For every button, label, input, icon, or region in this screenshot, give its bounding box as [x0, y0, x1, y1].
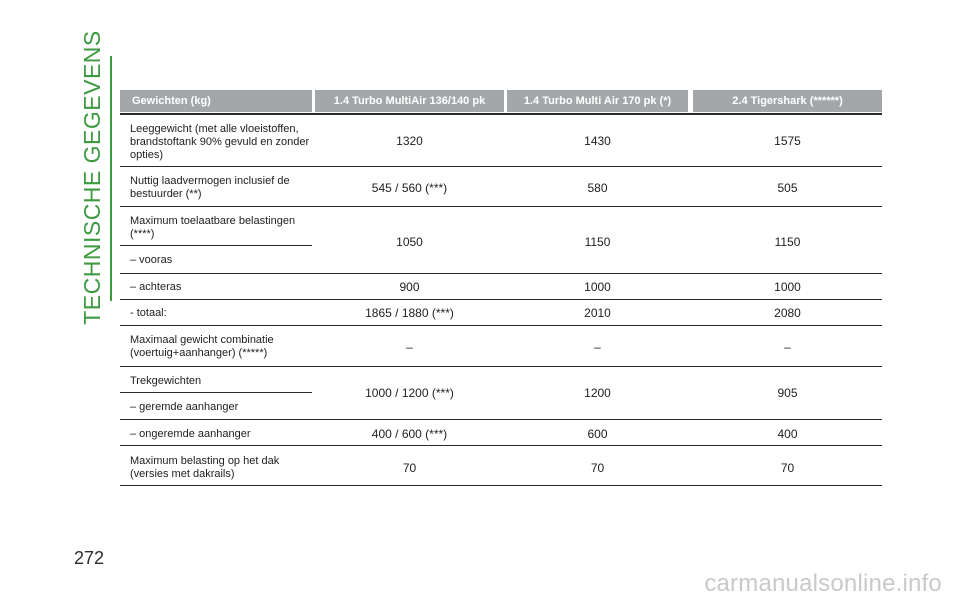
cell-totaal-2: 2010 — [584, 306, 611, 320]
cell-ongeremd-3: 400 — [777, 427, 798, 441]
header-rule — [120, 113, 882, 115]
row-divider — [120, 325, 882, 326]
row-divider — [120, 299, 882, 300]
cell-vooras-3: 1150 — [774, 235, 801, 249]
section-divider — [110, 56, 112, 301]
row-divider — [120, 366, 882, 367]
table-bottom-rule — [120, 485, 882, 486]
cell-vooras-1: 1050 — [396, 235, 423, 249]
row-divider — [120, 206, 882, 207]
cell-nuttig-3: 505 — [777, 181, 798, 195]
row-divider — [120, 166, 882, 167]
cell-totaal-3: 2080 — [774, 306, 801, 320]
cell-combinatie-3: – — [784, 340, 791, 354]
cell-geremd-3: 905 — [777, 386, 798, 400]
header-weights: Gewichten (kg) — [120, 90, 312, 112]
row-label-achteras: – achteras — [130, 281, 182, 293]
row-divider — [120, 419, 882, 420]
cell-achteras-1: 900 — [399, 280, 420, 294]
cell-ongeremd-2: 600 — [587, 427, 608, 441]
cell-dak-3: 70 — [780, 461, 795, 475]
watermark: carmanualsonline.info — [704, 570, 942, 597]
row-label-leeggewicht: Leeggewicht (met alle vloeistoffen, brandstoftank 90% gevuld en zonder opties) — [130, 123, 310, 161]
cell-totaal-1: 1865 / 1880 (***) — [365, 306, 454, 320]
row-label-ongeremd: – ongeremde aanhanger — [130, 428, 251, 440]
row-divider — [120, 445, 882, 446]
row-label-max-belastingen: Maximum toelaatbare belastingen (****) — [130, 215, 296, 240]
label-divider — [120, 245, 312, 246]
label-divider — [120, 392, 312, 393]
page-number: 272 — [74, 548, 105, 568]
header-engine-3: 2.4 Tigershark (******) — [693, 90, 882, 112]
cell-geremd-2: 1200 — [584, 386, 611, 400]
cell-dak-2: 70 — [590, 461, 605, 475]
header-engine-1: 1.4 Turbo MultiAir 136/140 pk — [315, 90, 504, 112]
cell-achteras-3: 1000 — [774, 280, 801, 294]
cell-leeggewicht-3: 1575 — [774, 134, 801, 148]
section-title: TECHNISCHE GEGEVENS — [78, 29, 105, 325]
cell-achteras-2: 1000 — [584, 280, 611, 294]
row-divider — [120, 273, 882, 274]
row-label-trekgewichten: Trekgewichten — [130, 375, 202, 387]
cell-leeggewicht-1: 1320 — [396, 134, 423, 148]
cell-vooras-2: 1150 — [584, 235, 611, 249]
cell-dak-1: 70 — [402, 461, 417, 475]
row-label-geremd: – geremde aanhanger — [130, 401, 239, 413]
cell-combinatie-1: – — [406, 340, 413, 354]
cell-nuttig-2: 580 — [587, 181, 608, 195]
cell-nuttig-1: 545 / 560 (***) — [371, 181, 448, 195]
row-label-totaal: - totaal: — [130, 307, 167, 319]
row-label-vooras: – vooras — [130, 254, 173, 266]
cell-combinatie-2: – — [594, 340, 601, 354]
row-label-dak: Maximum belasting op het dak (versies met dakrails) — [130, 455, 280, 480]
header-engine-2: 1.4 Turbo Multi Air 170 pk (*) — [507, 90, 688, 112]
cell-geremd-1: 1000 / 1200 (***) — [365, 386, 454, 400]
row-label-nuttig-laadvermogen: Nuttig laadvermogen inclusief de bestuurder (**) — [130, 175, 290, 200]
cell-leeggewicht-2: 1430 — [584, 134, 611, 148]
row-label-combinatie: Maximaal gewicht combinatie (voertuig+aanhanger) (*****) — [130, 334, 274, 359]
cell-ongeremd-1: 400 / 600 (***) — [371, 427, 448, 441]
